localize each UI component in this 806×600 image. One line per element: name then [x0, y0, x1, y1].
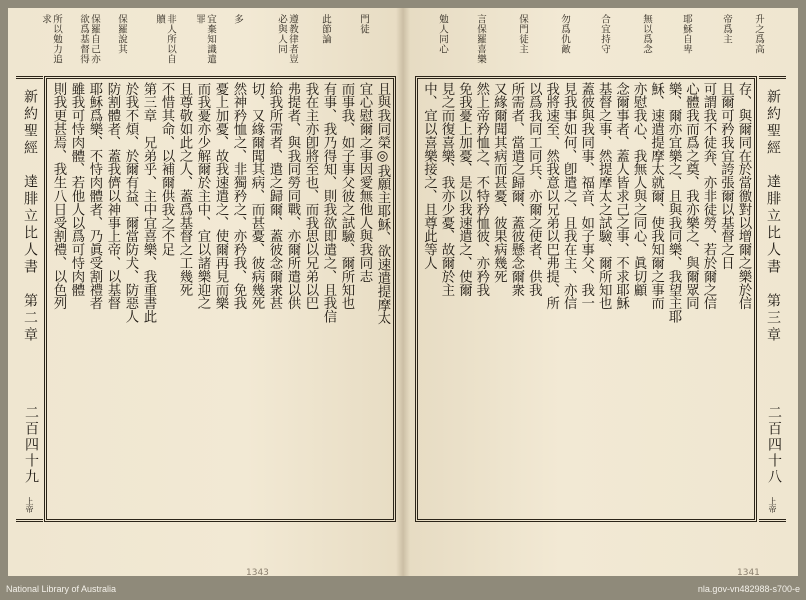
margin-note: 非人所以自贖 [154, 14, 176, 64]
volume-mark: 上帝 [768, 497, 777, 513]
text-column: 然上帝矜恤之、不特矜恤彼、亦矜我 [473, 82, 489, 297]
text-column: 見之而復喜樂、我亦少憂、故爾於主 [438, 82, 454, 297]
text-column: 中、宜以喜樂接之、且尊此等人 [421, 82, 437, 270]
margin-note: 合宜持守 [599, 14, 610, 54]
right-title-strip [759, 76, 786, 522]
image-identifier: nla.gov-vn482988-s700-e [697, 584, 800, 594]
text-column: 然神矜恤之、非獨矜之、亦矜我、免我 [231, 82, 246, 310]
chapter-start-column: 第三章 兄弟乎、主中宜喜樂、我重書此 [141, 82, 156, 324]
margin-note: 耶穌自卑 [681, 14, 692, 54]
text-column: 所需者、當遣之歸爾、蓋彼懸念爾衆 [508, 82, 524, 297]
text-column: 心體我而爲之奠、我亦樂之、與爾眾同 [683, 82, 699, 310]
text-column: 宜心慰爾之事因愛無他人與我同志 [357, 82, 372, 283]
text-column: 且爾可矜我宜誇張爾以基督之日 [718, 82, 734, 270]
text-column: 不惜其命、以補爾供我之不足 [159, 82, 174, 257]
text-column: 且尊敬如此之人、蓋爲基督之工幾死 [177, 82, 192, 297]
page-number: 二百四十八 [766, 405, 782, 485]
right-text-frame [415, 76, 757, 522]
running-title: 新約聖經 達腓立比人書 第二章 [22, 89, 38, 344]
text-column: 基督之事、然提摩太之試驗、爾所知也 [596, 82, 612, 310]
right-page-notes [431, 14, 771, 72]
text-column: 又緣爾聞其病而甚憂、彼果病幾死 [491, 82, 507, 283]
text-column: 則我更甚焉、我生八日受割禮、以色列 [51, 82, 66, 310]
margin-note: 保羅說其 [116, 14, 127, 54]
right-page [403, 8, 798, 576]
text-column: 存、與爾同在於當徼對以增爾之樂於信 [735, 82, 751, 310]
text-column: 而事我、如子事父彼之試驗、爾所知也 [339, 82, 354, 310]
pencil-annotation: 1343 [246, 568, 269, 578]
text-column: 弗提者、與我同勞同戰、亦爾所遣以供 [285, 82, 300, 310]
text-column: 雖我可恃肉體、若他人以爲可恃肉體 [69, 82, 84, 297]
library-credit: National Library of Australia [6, 584, 117, 594]
text-column: 可謂我不徒奔、亦非徒勞、若於爾之信 [700, 82, 716, 310]
text-column: 穌、速遣提摩太就爾、使我知爾之事而 [648, 82, 664, 310]
text-column: 防割體者、蓋我儕以神事上帝、以基督 [105, 82, 120, 310]
margin-note: 門徒 [358, 14, 369, 34]
text-column: 而我憂亦少解爾於主中、宜以諸樂迎之 [195, 82, 210, 310]
margin-note: 帝爲主 [721, 14, 732, 44]
text-column: 且與我同榮◎我願主耶穌、欲速遣提摩太 [375, 82, 390, 325]
pencil-annotation: 1341 [737, 568, 760, 578]
text-column: 以爲我同工同兵、亦爾之使者、供我 [526, 82, 542, 297]
text-column: 蓋彼與我同事、福音、如子事父、我一 [578, 82, 594, 310]
margin-note: 保門徒主 [517, 14, 528, 54]
text-column: 有事、我乃得知、則我欲即遣之、且我信 [321, 82, 336, 324]
text-column: 免我憂上加憂、是以我速遣之、使爾 [456, 82, 472, 297]
text-column: 樂、爾亦宜樂之、且與我同樂、我望主耶 [666, 82, 682, 324]
text-column: 切、又緣爾聞其病、而甚憂、彼病幾死 [249, 82, 264, 310]
running-title: 新約聖經 達腓立比人書 第三章 [765, 89, 781, 344]
margin-note: 多 [232, 14, 243, 24]
book-gutter [396, 8, 410, 576]
margin-note: 所以勉力追求 [40, 14, 62, 64]
margin-note: 勉人同心 [437, 14, 448, 54]
margin-note: 無以爲念 [641, 14, 652, 54]
margin-note: 保羅自己亦欲爲基督得 [78, 14, 100, 64]
margin-note: 遵教律者豈必與人同 [276, 14, 298, 64]
left-page-notes [36, 14, 386, 72]
left-text-columns [49, 82, 391, 516]
right-text-columns [420, 82, 752, 516]
left-text-frame [44, 76, 396, 522]
text-column: 我在主亦卽將至也、而我思以兄弟以巴 [303, 82, 318, 310]
text-column: 見我事如何、卽遣之、且我在主、亦信 [561, 82, 577, 310]
margin-note: 此節論 [320, 14, 331, 44]
text-column: 我將速至、然我意以兄弟以巴弗提、所 [543, 82, 559, 310]
text-column: 憂上加憂、故我速遣之、使爾再見而樂 [213, 82, 228, 310]
volume-mark: 上帝 [25, 497, 34, 513]
text-column: 給我所需者、遣之歸爾、蓋彼念爾衆甚 [267, 82, 282, 310]
margin-note: 言保羅喜樂 [475, 14, 486, 64]
text-column: 於我不煩、於爾有益、爾當防犬、防惡人 [123, 82, 138, 324]
text-column: 念爾事者、蓋人皆求己之事、不求耶穌 [613, 82, 629, 310]
page-number: 二百四十九 [23, 405, 39, 485]
text-column: 耶穌爲樂、不恃肉體者、乃眞受割禮者 [87, 82, 102, 310]
text-column: 亦慰我心、我無人與之同心、眞切顧 [631, 82, 647, 297]
left-page [8, 8, 403, 576]
left-title-strip [16, 76, 43, 522]
book-spread [8, 8, 798, 576]
margin-note: 宜棄知識遣罪 [194, 14, 216, 64]
margin-note: 勿爲仇敵 [559, 14, 570, 54]
margin-note: 升之爲高 [753, 14, 764, 54]
